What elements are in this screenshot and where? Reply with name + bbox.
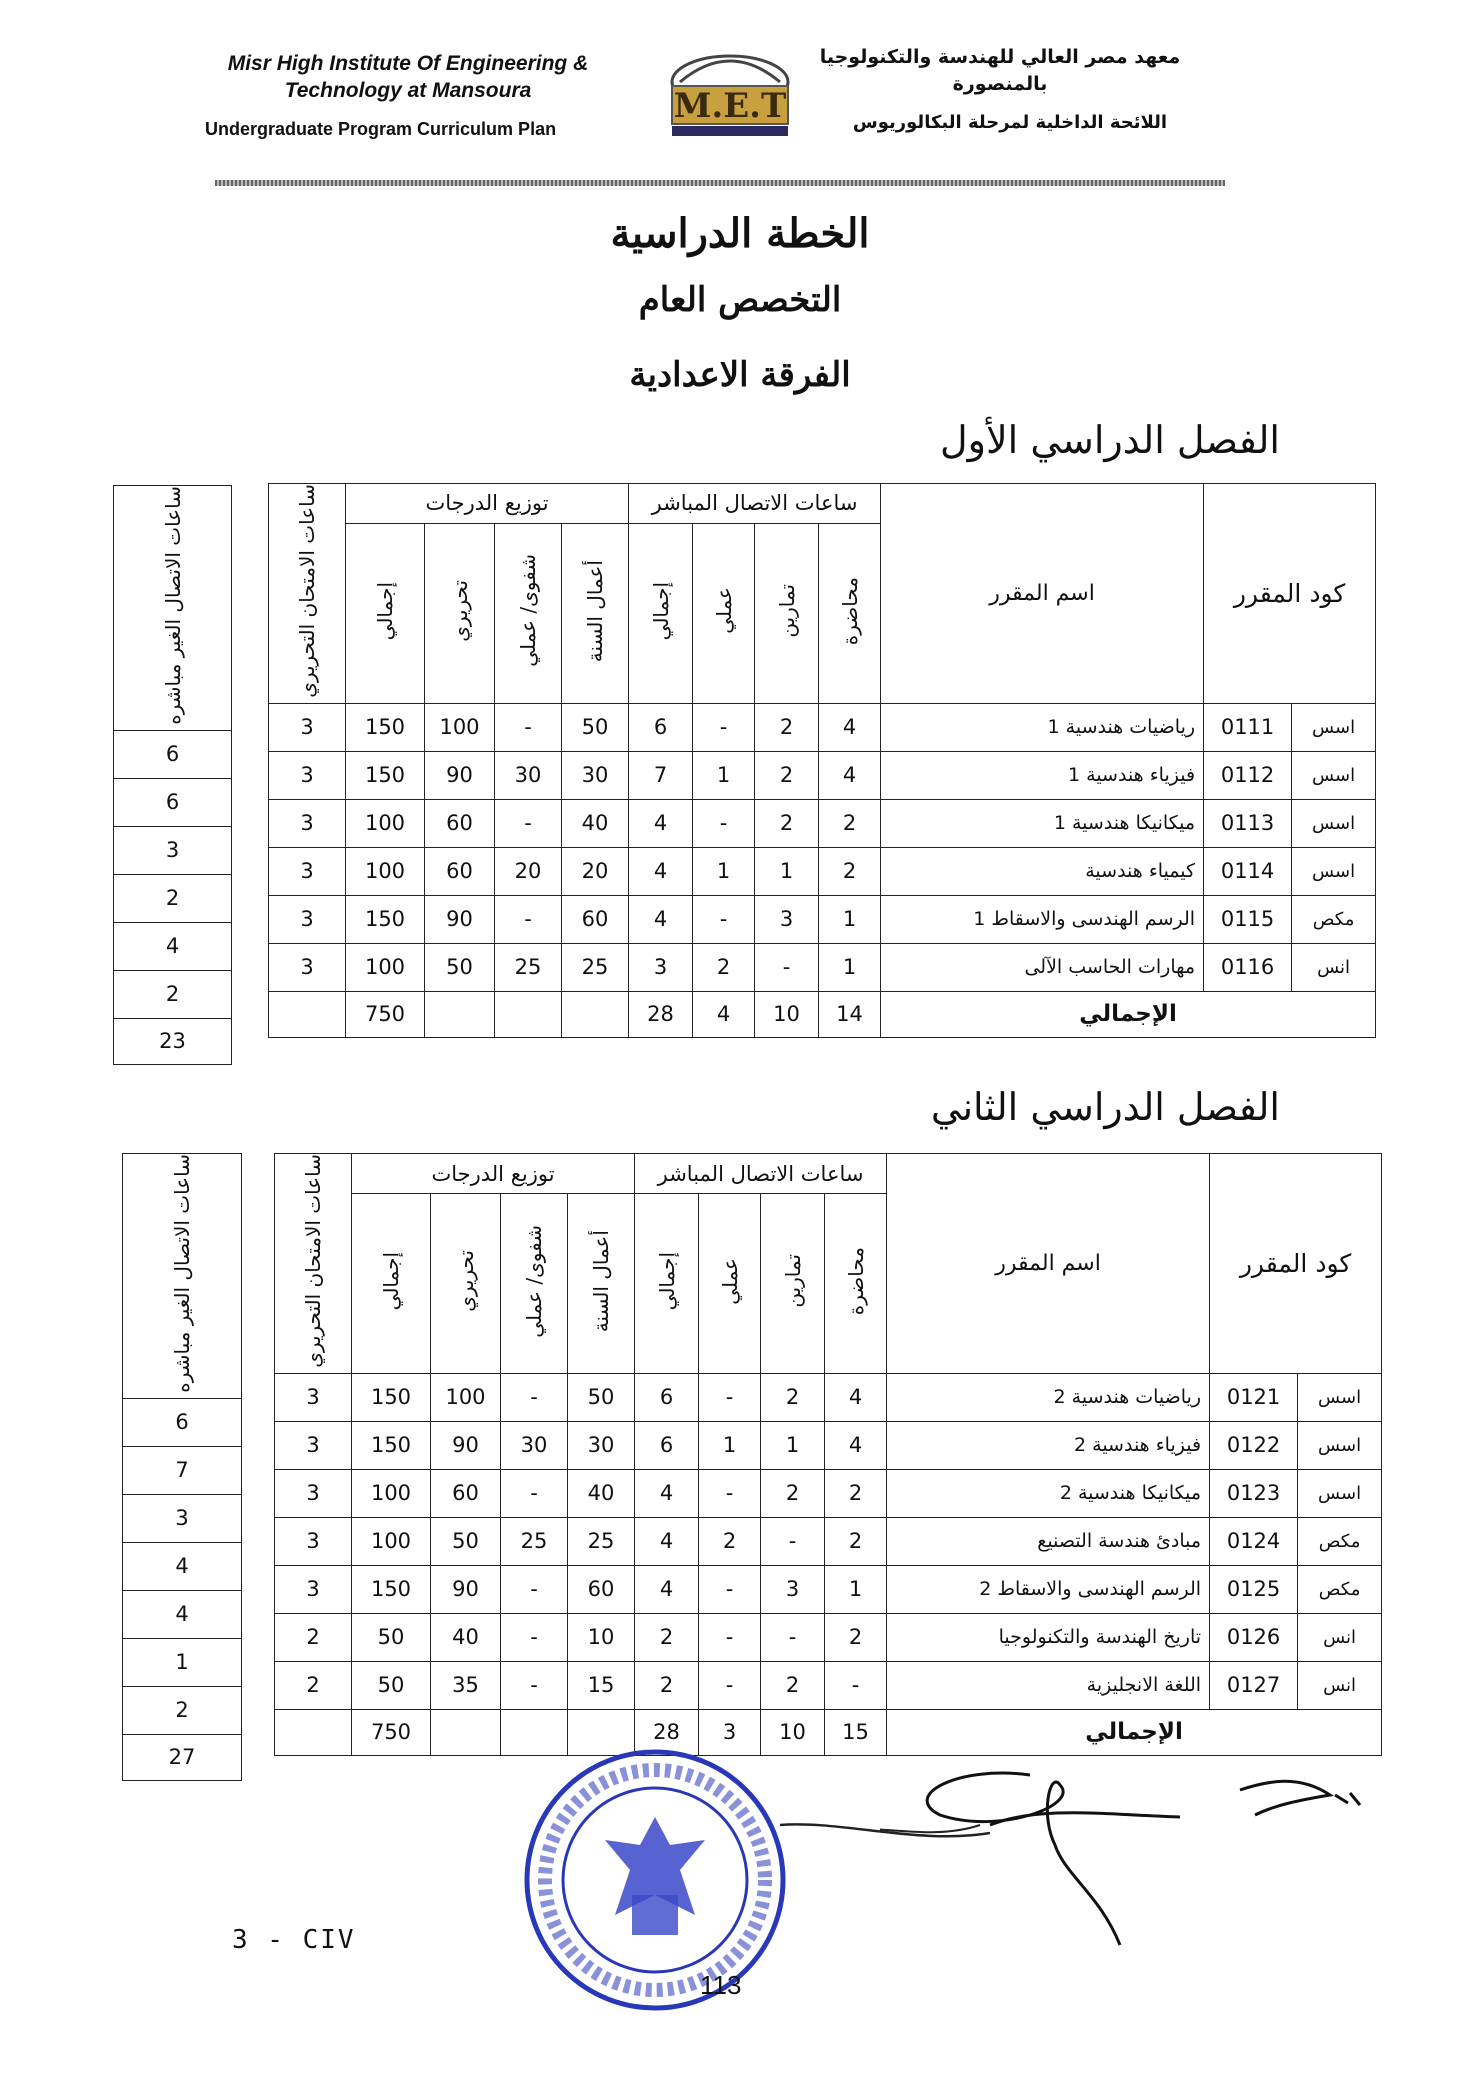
cell-m-oral: 30 <box>501 1421 568 1469</box>
cell-code: 0124 <box>1210 1517 1298 1565</box>
cell-type: اسس <box>1292 799 1376 847</box>
cell-type: اسس <box>1292 703 1376 751</box>
cell-name: كيمياء هندسية <box>881 847 1204 895</box>
signature <box>880 1755 1380 1955</box>
cell-code: 0123 <box>1210 1469 1298 1517</box>
cell-indirect: 2 <box>123 1686 242 1734</box>
cell-m-oral: 30 <box>495 751 562 799</box>
contact-lecture-header: محاضرة <box>825 1194 887 1373</box>
cell-c-lecture: 2 <box>819 847 881 895</box>
indirect-hours-row <box>114 730 232 778</box>
semester-2-course-table <box>274 1153 1382 1756</box>
indirect-hours-row <box>123 1398 242 1446</box>
cell-exam: 3 <box>275 1421 352 1469</box>
cell-c-total: 4 <box>629 847 693 895</box>
cell-m-written: 50 <box>431 1517 501 1565</box>
course-code-header: كود المقرر <box>1210 1154 1382 1374</box>
cell-indirect: 6 <box>114 730 232 778</box>
cell-exam: 3 <box>269 943 346 991</box>
cell-m-written: 90 <box>425 895 495 943</box>
course-row <box>275 1661 1382 1709</box>
total-empty <box>431 1709 501 1755</box>
indirect-hours-row <box>123 1590 242 1638</box>
cell-indirect: 1 <box>123 1638 242 1686</box>
cell-exam: 3 <box>275 1373 352 1421</box>
cell-name: الرسم الهندسى والاسقاط 2 <box>887 1565 1210 1613</box>
marks-total-header: إجمالي <box>346 523 425 703</box>
signature-stroke <box>780 1815 990 1845</box>
cell-c-practical: 1 <box>699 1421 761 1469</box>
cell-m-year: 10 <box>568 1613 635 1661</box>
cell-code: 0121 <box>1210 1373 1298 1421</box>
contact-lecture-header: محاضرة <box>819 523 881 703</box>
marks-written-header: تحريري <box>425 523 495 703</box>
course-row <box>269 847 1376 895</box>
cell-m-oral: - <box>501 1613 568 1661</box>
cell-c-tutorial: 2 <box>755 703 819 751</box>
indirect-hours-row <box>123 1686 242 1734</box>
course-row <box>269 943 1376 991</box>
course-row <box>269 895 1376 943</box>
course-row <box>275 1565 1382 1613</box>
cell-c-total: 6 <box>629 703 693 751</box>
cell-type: اسس <box>1298 1373 1382 1421</box>
cell-indirect: 3 <box>114 826 232 874</box>
total-empty <box>425 991 495 1037</box>
total-indirect: 27 <box>123 1734 242 1780</box>
course-row <box>275 1421 1382 1469</box>
cell-name: فيزياء هندسية 1 <box>881 751 1204 799</box>
contact-total-header: إجمالي <box>635 1194 699 1373</box>
cell-indirect: 6 <box>114 778 232 826</box>
cell-c-tutorial: 2 <box>761 1373 825 1421</box>
total-empty <box>495 991 562 1037</box>
cell-c-total: 4 <box>629 895 693 943</box>
indirect-hours-row <box>114 922 232 970</box>
english-institute-name: Misr High Institute Of Engineering & Technology at Mansoura <box>227 52 589 102</box>
cell-c-lecture: - <box>825 1661 887 1709</box>
indirect-hours-row <box>123 1446 242 1494</box>
cell-m-total: 150 <box>346 895 425 943</box>
cell-name: ميكانيكا هندسية 2 <box>887 1469 1210 1517</box>
marks-oral-header: شفوى/ عملي <box>501 1194 568 1373</box>
cell-c-tutorial: - <box>761 1613 825 1661</box>
cell-c-tutorial: 2 <box>761 1469 825 1517</box>
cell-code: 0111 <box>1204 703 1292 751</box>
cell-code: 0126 <box>1210 1613 1298 1661</box>
contact-practical-header: عملي <box>699 1194 761 1373</box>
cell-m-year: 25 <box>568 1517 635 1565</box>
cell-exam: 3 <box>269 799 346 847</box>
cell-m-year: 20 <box>562 847 629 895</box>
cell-code: 0125 <box>1210 1565 1298 1613</box>
cell-code: 0112 <box>1204 751 1292 799</box>
arabic-institute-name: معهد مصر العالي للهندسة والتكنولوجيا بالمنصورة <box>819 46 1181 95</box>
cell-type: انس <box>1292 943 1376 991</box>
semester-1-indirect-hours-table <box>113 485 232 1065</box>
cell-m-year: 40 <box>568 1469 635 1517</box>
cell-c-total: 4 <box>635 1469 699 1517</box>
exam-hours-header: ساعات الامتحان التحريري <box>275 1154 352 1374</box>
cell-type: مكص <box>1298 1565 1382 1613</box>
cell-c-tutorial: 2 <box>761 1661 825 1709</box>
arabic-regulation-title: اللائحة الداخلية لمرحلة البكالوريوس <box>852 112 1168 133</box>
total-label: الإجمالي <box>887 1709 1382 1755</box>
cell-m-oral: - <box>501 1469 568 1517</box>
cell-c-practical: 1 <box>693 847 755 895</box>
total-m-total: 750 <box>346 991 425 1037</box>
cell-name: تاريخ الهندسة والتكنولوجيا <box>887 1613 1210 1661</box>
cell-code: 0115 <box>1204 895 1292 943</box>
cell-m-written: 100 <box>425 703 495 751</box>
course-row <box>275 1469 1382 1517</box>
cell-c-lecture: 2 <box>825 1469 887 1517</box>
marks-year-header: أعمال السنة <box>568 1194 635 1373</box>
cell-m-oral: 20 <box>495 847 562 895</box>
contact-practical-header: عملي <box>693 523 755 703</box>
cell-c-tutorial: 2 <box>755 751 819 799</box>
cell-c-tutorial: 2 <box>755 799 819 847</box>
cell-type: انس <box>1298 1613 1382 1661</box>
cell-m-oral: 25 <box>501 1517 568 1565</box>
svg-text:M.E.T: M.E.T <box>673 86 787 126</box>
cell-m-year: 15 <box>568 1661 635 1709</box>
indirect-hours-row <box>114 970 232 1018</box>
cell-c-lecture: 4 <box>819 751 881 799</box>
cell-m-written: 90 <box>425 751 495 799</box>
cell-name: الرسم الهندسى والاسقاط 1 <box>881 895 1204 943</box>
cell-c-tutorial: - <box>755 943 819 991</box>
cell-type: اسس <box>1298 1469 1382 1517</box>
cell-m-total: 100 <box>352 1469 431 1517</box>
page-title: الخطة الدراسية <box>610 210 870 257</box>
cell-c-lecture: 1 <box>819 943 881 991</box>
contact-total-header: إجمالي <box>629 523 693 703</box>
cell-c-practical: 1 <box>693 751 755 799</box>
cell-c-lecture: 4 <box>825 1421 887 1469</box>
cell-m-total: 150 <box>346 703 425 751</box>
cell-m-year: 25 <box>562 943 629 991</box>
english-plan-title: Undergraduate Program Curriculum Plan <box>205 119 557 139</box>
cell-c-practical: 2 <box>693 943 755 991</box>
cell-c-total: 4 <box>635 1517 699 1565</box>
cell-c-practical: - <box>693 703 755 751</box>
cell-type: اسس <box>1292 751 1376 799</box>
cell-m-oral: - <box>501 1661 568 1709</box>
semester-2-title: الفصل الدراسي الثاني <box>930 1085 1280 1129</box>
cell-m-written: 60 <box>431 1469 501 1517</box>
cell-m-written: 90 <box>431 1565 501 1613</box>
indirect-hours-header: ساعات الاتصال الغير مباشره <box>114 486 232 731</box>
cell-indirect: 2 <box>114 874 232 922</box>
cell-name: اللغة الانجليزية <box>887 1661 1210 1709</box>
contact-tutorial-header: تمارين <box>761 1194 825 1373</box>
semester-1-course-table <box>268 483 1376 1038</box>
cell-indirect: 4 <box>114 922 232 970</box>
cell-c-total: 2 <box>635 1613 699 1661</box>
cell-m-total: 100 <box>346 943 425 991</box>
cell-type: مكص <box>1298 1517 1382 1565</box>
cell-m-total: 50 <box>352 1613 431 1661</box>
cell-m-written: 60 <box>425 847 495 895</box>
cell-c-lecture: 2 <box>825 1517 887 1565</box>
indirect-total-row <box>114 1018 232 1064</box>
cell-exam: 3 <box>275 1469 352 1517</box>
cell-indirect: 7 <box>123 1446 242 1494</box>
direct-contact-header: ساعات الاتصال المباشر <box>629 484 881 524</box>
total-c-practical: 3 <box>699 1709 761 1755</box>
cell-c-practical: - <box>699 1565 761 1613</box>
cell-m-total: 100 <box>346 847 425 895</box>
cell-m-written: 40 <box>431 1613 501 1661</box>
page-number: 113 <box>700 1970 742 2000</box>
cell-c-practical: - <box>699 1373 761 1421</box>
indirect-total-row <box>123 1734 242 1780</box>
course-row <box>269 751 1376 799</box>
cell-c-total: 3 <box>629 943 693 991</box>
cell-code: 0127 <box>1210 1661 1298 1709</box>
cell-exam: 3 <box>275 1517 352 1565</box>
cell-code: 0114 <box>1204 847 1292 895</box>
cell-c-tutorial: 3 <box>761 1565 825 1613</box>
indirect-hours-row <box>123 1638 242 1686</box>
cell-m-year: 50 <box>568 1373 635 1421</box>
cell-c-practical: - <box>699 1469 761 1517</box>
cell-m-total: 150 <box>352 1565 431 1613</box>
cell-m-year: 30 <box>562 751 629 799</box>
course-row <box>275 1517 1382 1565</box>
cell-m-year: 60 <box>562 895 629 943</box>
course-name-header: اسم المقرر <box>881 484 1204 704</box>
total-c-tutorial: 10 <box>761 1709 825 1755</box>
cell-m-written: 35 <box>431 1661 501 1709</box>
cell-indirect: 4 <box>123 1590 242 1638</box>
cell-c-tutorial: - <box>761 1517 825 1565</box>
cell-code: 0113 <box>1204 799 1292 847</box>
cell-m-written: 60 <box>425 799 495 847</box>
cell-type: انس <box>1298 1661 1382 1709</box>
cell-exam: 3 <box>269 703 346 751</box>
cell-c-tutorial: 3 <box>755 895 819 943</box>
course-row <box>275 1373 1382 1421</box>
cell-c-tutorial: 1 <box>755 847 819 895</box>
contact-tutorial-header: تمارين <box>755 523 819 703</box>
cell-m-written: 50 <box>425 943 495 991</box>
cell-c-tutorial: 1 <box>761 1421 825 1469</box>
cell-c-lecture: 4 <box>819 703 881 751</box>
total-indirect: 23 <box>114 1018 232 1064</box>
cell-c-lecture: 1 <box>819 895 881 943</box>
cell-c-total: 4 <box>629 799 693 847</box>
cell-name: مبادئ هندسة التصنيع <box>887 1517 1210 1565</box>
cell-m-total: 100 <box>352 1517 431 1565</box>
total-c-total: 28 <box>635 1709 699 1755</box>
total-empty <box>269 991 346 1037</box>
indirect-hours-row <box>114 778 232 826</box>
course-row <box>275 1613 1382 1661</box>
cell-m-year: 30 <box>568 1421 635 1469</box>
cell-exam: 3 <box>269 751 346 799</box>
cell-m-oral: 25 <box>495 943 562 991</box>
cell-indirect: 3 <box>123 1494 242 1542</box>
totals-row <box>269 991 1376 1037</box>
specialization-title: التخصص العام <box>638 280 842 320</box>
cell-name: مهارات الحاسب الآلى <box>881 943 1204 991</box>
cell-c-total: 6 <box>635 1421 699 1469</box>
marks-year-header: أعمال السنة <box>562 523 629 703</box>
marks-total-header: إجمالي <box>352 1194 431 1373</box>
marks-oral-header: شفوى/ عملي <box>495 523 562 703</box>
indirect-hours-header: ساعات الاتصال الغير مباشره <box>123 1154 242 1399</box>
cell-exam: 2 <box>275 1613 352 1661</box>
cell-m-oral: - <box>501 1373 568 1421</box>
cell-m-oral: - <box>495 703 562 751</box>
cell-m-total: 50 <box>352 1661 431 1709</box>
total-empty <box>562 991 629 1037</box>
cell-c-total: 2 <box>635 1661 699 1709</box>
total-c-tutorial: 10 <box>755 991 819 1037</box>
cell-c-lecture: 1 <box>825 1565 887 1613</box>
cell-m-year: 60 <box>568 1565 635 1613</box>
cell-m-year: 50 <box>562 703 629 751</box>
cell-exam: 3 <box>269 895 346 943</box>
cell-type: اسس <box>1298 1421 1382 1469</box>
cell-code: 0116 <box>1204 943 1292 991</box>
indirect-hours-row <box>114 874 232 922</box>
cell-m-total: 150 <box>346 751 425 799</box>
total-empty <box>275 1709 352 1755</box>
document-code: 3 - CIV <box>232 1925 356 1955</box>
cell-m-total: 150 <box>352 1373 431 1421</box>
totals-row <box>275 1709 1382 1755</box>
cell-c-total: 6 <box>635 1373 699 1421</box>
cell-name: ميكانيكا هندسية 1 <box>881 799 1204 847</box>
cell-exam: 3 <box>275 1565 352 1613</box>
total-label: الإجمالي <box>881 991 1376 1037</box>
course-row <box>269 799 1376 847</box>
cell-m-oral: - <box>495 799 562 847</box>
cell-c-practical: 2 <box>699 1517 761 1565</box>
cell-m-written: 100 <box>431 1373 501 1421</box>
cell-type: مكص <box>1292 895 1376 943</box>
total-m-total: 750 <box>352 1709 431 1755</box>
cell-c-practical: - <box>699 1661 761 1709</box>
cell-c-practical: - <box>699 1613 761 1661</box>
cell-m-oral: - <box>501 1565 568 1613</box>
cell-c-practical: - <box>693 799 755 847</box>
cell-name: فيزياء هندسية 2 <box>887 1421 1210 1469</box>
level-title: الفرقة الاعدادية <box>629 355 851 395</box>
official-stamp <box>520 1745 790 2015</box>
cell-name: رياضيات هندسية 1 <box>881 703 1204 751</box>
total-c-lecture: 14 <box>819 991 881 1037</box>
total-c-total: 28 <box>629 991 693 1037</box>
exam-hours-header: ساعات الامتحان التحريري <box>269 484 346 704</box>
indirect-hours-row <box>123 1542 242 1590</box>
total-c-lecture: 15 <box>825 1709 887 1755</box>
cell-c-lecture: 2 <box>819 799 881 847</box>
cell-c-lecture: 4 <box>825 1373 887 1421</box>
cell-m-year: 40 <box>562 799 629 847</box>
course-name-header: اسم المقرر <box>887 1154 1210 1374</box>
course-code-header: كود المقرر <box>1204 484 1376 704</box>
total-c-practical: 4 <box>693 991 755 1037</box>
semester-2-indirect-hours-table <box>122 1153 242 1781</box>
semester-1-title: الفصل الدراسي الأول <box>940 418 1280 462</box>
cell-m-total: 150 <box>352 1421 431 1469</box>
course-row <box>269 703 1376 751</box>
cell-c-total: 4 <box>635 1565 699 1613</box>
cell-c-total: 7 <box>629 751 693 799</box>
indirect-hours-row <box>114 826 232 874</box>
direct-contact-header: ساعات الاتصال المباشر <box>635 1154 887 1194</box>
cell-name: رياضيات هندسية 2 <box>887 1373 1210 1421</box>
cell-c-practical: - <box>693 895 755 943</box>
cell-indirect: 4 <box>123 1542 242 1590</box>
marks-distribution-header: توزيع الدرجات <box>346 484 629 524</box>
cell-exam: 2 <box>275 1661 352 1709</box>
cell-code: 0122 <box>1210 1421 1298 1469</box>
cell-exam: 3 <box>269 847 346 895</box>
marks-distribution-header: توزيع الدرجات <box>352 1154 635 1194</box>
cell-m-total: 100 <box>346 799 425 847</box>
cell-type: اسس <box>1292 847 1376 895</box>
institute-logo <box>650 40 810 150</box>
cell-indirect: 2 <box>114 970 232 1018</box>
cell-c-lecture: 2 <box>825 1613 887 1661</box>
marks-written-header: تحريري <box>431 1194 501 1373</box>
cell-indirect: 6 <box>123 1398 242 1446</box>
header-divider <box>215 180 1225 186</box>
indirect-hours-row <box>123 1494 242 1542</box>
cell-m-written: 90 <box>431 1421 501 1469</box>
cell-m-oral: - <box>495 895 562 943</box>
